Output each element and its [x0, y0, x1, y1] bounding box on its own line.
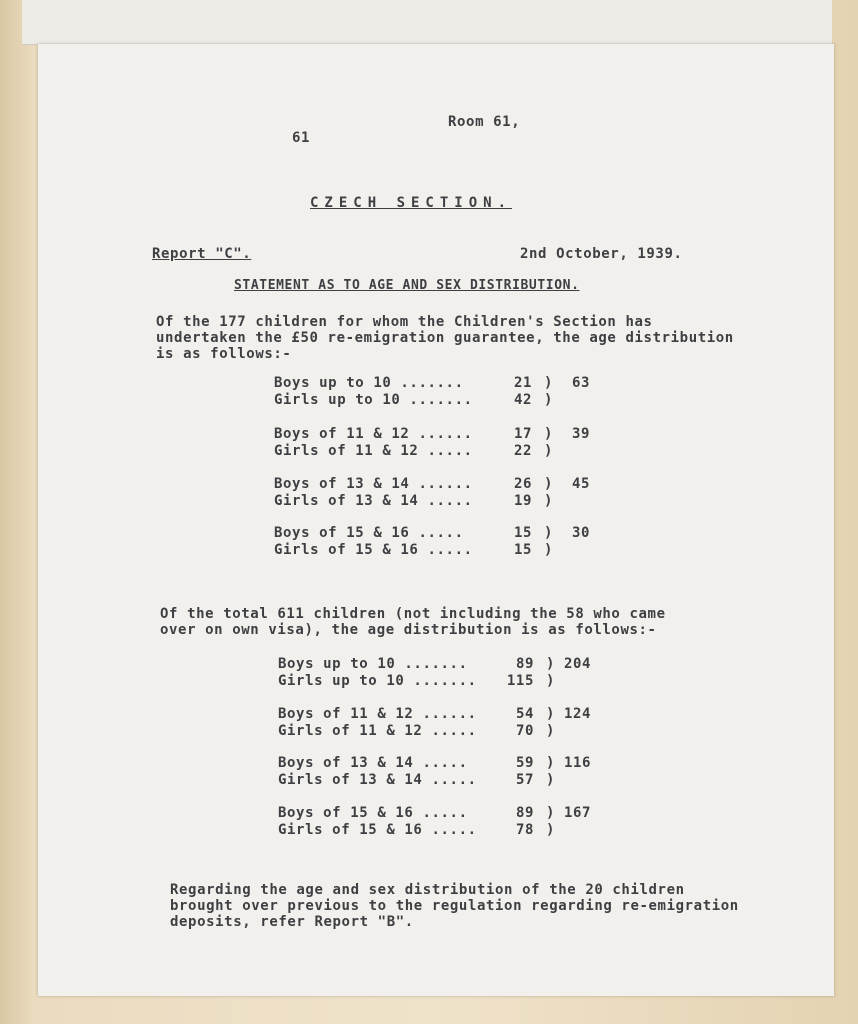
- row-total: 39: [572, 426, 591, 442]
- table-row: [274, 542, 614, 558]
- row-value: 78: [515, 822, 534, 838]
- sheet-behind: [22, 0, 832, 45]
- row-bracket: ): [546, 706, 556, 722]
- table-row: [274, 426, 614, 442]
- row-bracket: ): [544, 493, 554, 509]
- row-total: 45: [572, 476, 591, 492]
- row-bracket: ): [544, 476, 554, 492]
- paragraph-1: [156, 314, 734, 362]
- row-value: 22: [513, 443, 532, 459]
- row-value: 89: [515, 805, 534, 821]
- row-value: 26: [513, 476, 532, 492]
- paragraph-2-line: Of the total 611 children (not including the 58 who came: [160, 606, 666, 622]
- row-value: 59: [515, 755, 534, 771]
- table-row: [278, 755, 618, 771]
- row-total: 124: [564, 706, 592, 722]
- row-bracket: ): [546, 755, 556, 771]
- row-label: Boys of 15 & 16 .....: [278, 805, 468, 821]
- row-value: 21: [513, 375, 532, 391]
- section-title: CZECH SECTION.: [310, 195, 513, 211]
- row-bracket: ): [544, 525, 554, 541]
- paragraph-3-line: Regarding the age and sex distribution of the 20 children: [170, 882, 685, 898]
- table-row: [278, 673, 618, 689]
- table-row: [278, 706, 618, 722]
- table-row: [274, 375, 614, 391]
- table-row: [278, 822, 618, 838]
- row-bracket: ): [544, 392, 554, 408]
- row-bracket: ): [546, 822, 556, 838]
- row-value: 19: [513, 493, 532, 509]
- paragraph-3-line: deposits, refer Report "B".: [170, 914, 414, 930]
- row-bracket: ): [546, 656, 556, 672]
- table-row: [278, 772, 618, 788]
- paragraph-2: [160, 606, 666, 638]
- room-number: Room 61,: [448, 114, 521, 130]
- row-label: Boys of 13 & 14 .....: [278, 755, 468, 771]
- table-row: [274, 525, 614, 541]
- row-value: 115: [506, 673, 534, 689]
- row-label: Girls of 15 & 16 .....: [274, 542, 473, 558]
- row-value: 70: [515, 723, 534, 739]
- report-date: 2nd October, 1939.: [520, 246, 683, 262]
- row-label: Girls of 15 & 16 .....: [278, 822, 477, 838]
- typed-page: [38, 44, 834, 996]
- row-label: Girls up to 10 .......: [278, 673, 477, 689]
- row-label: Boys up to 10 .......: [274, 375, 464, 391]
- row-total: 63: [572, 375, 591, 391]
- row-bracket: ): [546, 723, 556, 739]
- paragraph-1-line: Of the 177 children for whom the Children's Section has: [156, 314, 653, 330]
- row-label: Girls of 13 & 14 .....: [274, 493, 473, 509]
- row-label: Girls of 11 & 12 .....: [274, 443, 473, 459]
- row-bracket: ): [546, 805, 556, 821]
- row-label: Girls of 13 & 14 .....: [278, 772, 477, 788]
- row-total: 116: [564, 755, 592, 771]
- row-total: 167: [564, 805, 592, 821]
- age-table-1: [274, 375, 614, 565]
- row-label: Girls of 11 & 12 .....: [278, 723, 477, 739]
- statement-heading: STATEMENT AS TO AGE AND SEX DISTRIBUTION.: [234, 278, 580, 293]
- row-value: 54: [515, 706, 534, 722]
- row-label: Boys of 15 & 16 .....: [274, 525, 464, 541]
- row-label: Boys up to 10 .......: [278, 656, 468, 672]
- report-label: Report "C".: [152, 246, 252, 262]
- table-row: [278, 723, 618, 739]
- row-value: 17: [513, 426, 532, 442]
- row-bracket: ): [544, 426, 554, 442]
- row-value: 57: [515, 772, 534, 788]
- row-bracket: ): [544, 375, 554, 391]
- table-row: [274, 392, 614, 408]
- row-label: Boys of 13 & 14 ......: [274, 476, 473, 492]
- age-table-2: [278, 656, 618, 846]
- table-row: [274, 476, 614, 492]
- paragraph-1-line: is as follows:-: [156, 346, 292, 362]
- row-label: Boys of 11 & 12 ......: [278, 706, 477, 722]
- row-bracket: ): [546, 772, 556, 788]
- row-bracket: ): [544, 542, 554, 558]
- table-row: [274, 493, 614, 509]
- row-value: 89: [515, 656, 534, 672]
- paragraph-2-line: over on own visa), the age distribution is as follows:-: [160, 622, 657, 638]
- row-value: 42: [513, 392, 532, 408]
- row-value: 15: [513, 525, 532, 541]
- page-number: 61: [292, 130, 311, 146]
- row-bracket: ): [546, 673, 556, 689]
- paragraph-3-line: brought over previous to the regulation regarding re-emigration: [170, 898, 739, 914]
- row-total: 30: [572, 525, 591, 541]
- row-label: Boys of 11 & 12 ......: [274, 426, 473, 442]
- table-row: [274, 443, 614, 459]
- table-row: [278, 656, 618, 672]
- row-total: 204: [564, 656, 592, 672]
- paragraph-3: [170, 882, 739, 930]
- row-bracket: ): [544, 443, 554, 459]
- table-row: [278, 805, 618, 821]
- row-value: 15: [513, 542, 532, 558]
- paragraph-1-line: undertaken the £50 re-emigration guarantee, the age distribution: [156, 330, 734, 346]
- row-label: Girls up to 10 .......: [274, 392, 473, 408]
